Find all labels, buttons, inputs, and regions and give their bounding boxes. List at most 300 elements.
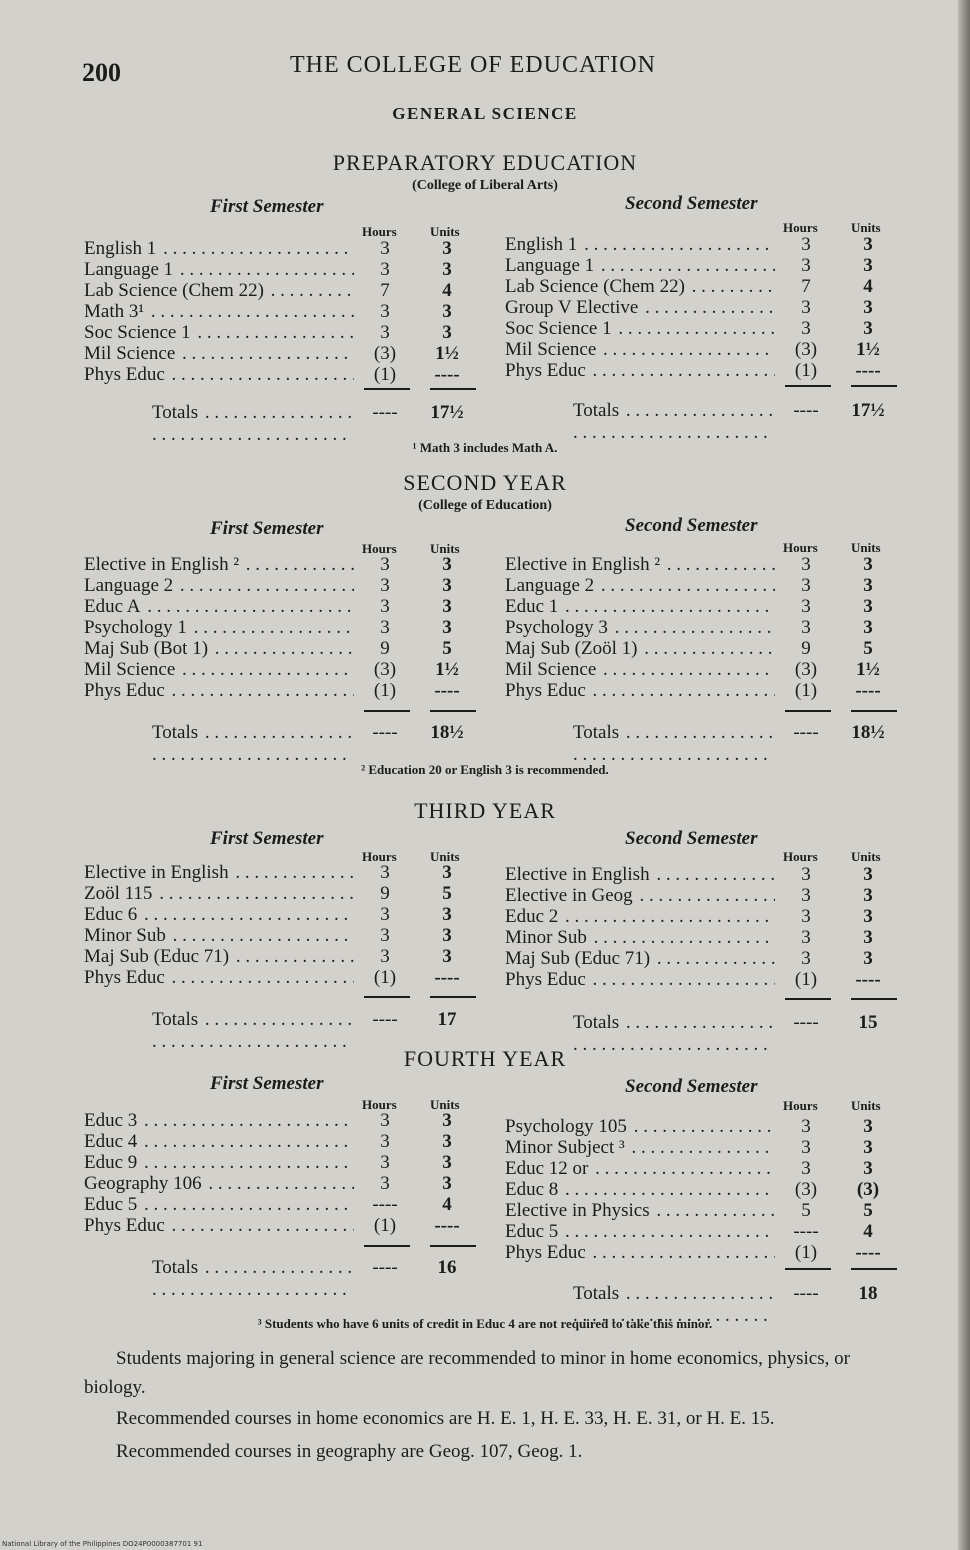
course-name-cell — [505, 659, 775, 680]
sum-rule — [430, 388, 476, 390]
second-semester-courses — [505, 554, 899, 701]
second-semester-courses — [505, 1116, 899, 1263]
course-row — [505, 234, 899, 255]
course-name-cell — [84, 1110, 354, 1131]
totals-hours: ---- — [793, 400, 819, 421]
course-name-cell — [505, 906, 775, 927]
sum-rule — [430, 1245, 476, 1247]
course-name: Educ 2 — [505, 906, 559, 927]
sum-rule — [785, 385, 831, 387]
course-row — [84, 967, 478, 988]
course-row — [84, 280, 478, 301]
course-hours: 3 — [801, 575, 811, 596]
course-row — [505, 680, 899, 701]
course-name-cell — [505, 969, 775, 990]
hours-header: Hours — [362, 849, 397, 864]
course-name-cell — [505, 927, 775, 948]
course-name: Phys Educ — [84, 967, 165, 988]
course-units: 3 — [863, 575, 873, 596]
course-hours: 3 — [801, 906, 811, 927]
course-name: Minor Subject ³ — [505, 1137, 625, 1158]
course-units: 1½ — [856, 339, 880, 360]
sum-rule — [785, 998, 831, 1000]
course-row — [505, 948, 899, 969]
course-hours: (1) — [794, 680, 818, 701]
course-name: Language 2 — [505, 575, 595, 596]
course-name: Lab Science (Chem 22) — [505, 276, 685, 297]
course-name: Elective in Geog — [505, 885, 633, 906]
course-hours: 3 — [380, 554, 390, 575]
hours-header: Hours — [362, 224, 397, 239]
totals-hours: ---- — [372, 402, 398, 423]
course-row — [84, 238, 478, 259]
course-units: 3 — [442, 1152, 452, 1173]
course-row — [505, 1200, 899, 1221]
totals-label: Totals — [152, 402, 199, 423]
course-units: 3 — [863, 255, 873, 276]
course-units: 3 — [863, 1116, 873, 1137]
year-subtitle: (College of Liberal Arts) — [412, 178, 558, 193]
course-row — [84, 1173, 478, 1194]
course-row — [84, 554, 478, 575]
course-name-cell — [505, 297, 775, 318]
course-row — [84, 322, 478, 343]
course-name: Math 3¹ — [84, 301, 145, 322]
course-row — [505, 1179, 899, 1200]
course-row — [84, 883, 478, 904]
course-row — [505, 554, 899, 575]
hours-header: Hours — [362, 1097, 397, 1112]
course-row — [84, 1131, 478, 1152]
course-row — [84, 301, 478, 322]
course-hours: 3 — [801, 234, 811, 255]
units-header: Units — [430, 1097, 460, 1112]
course-units: ---- — [855, 680, 881, 701]
course-units: 3 — [863, 1137, 873, 1158]
course-units: 3 — [863, 948, 873, 969]
course-name-cell — [505, 680, 775, 701]
totals-hours: ---- — [793, 1012, 819, 1033]
course-name: Elective in English — [505, 864, 650, 885]
course-hours: (3) — [373, 343, 397, 364]
course-hours: 3 — [380, 925, 390, 946]
course-hours: 9 — [380, 638, 390, 659]
course-name-cell — [84, 301, 354, 322]
course-hours: 3 — [801, 255, 811, 276]
units-header: Units — [851, 849, 881, 864]
course-name: Minor Sub — [505, 927, 587, 948]
course-name: Mil Science — [84, 343, 176, 364]
sum-rule — [364, 710, 410, 712]
course-name: Educ 4 — [84, 1131, 138, 1152]
totals-units: 17½ — [430, 402, 464, 423]
course-hours: 7 — [380, 280, 390, 301]
totals-units: 18½ — [851, 722, 885, 743]
second-semester-label: Second Semester — [625, 193, 758, 214]
course-units: 3 — [442, 946, 452, 967]
hours-header: Hours — [362, 541, 397, 556]
course-name-cell — [505, 575, 775, 596]
course-name-cell — [505, 596, 775, 617]
course-name: Educ 3 — [84, 1110, 138, 1131]
course-units: 3 — [442, 596, 452, 617]
course-row — [84, 862, 478, 883]
note-paragraph: Students majoring in general science are recommended to minor in home economics, physics, or biology. — [84, 1348, 850, 1398]
course-hours: 3 — [380, 596, 390, 617]
course-name: Maj Sub (Bot 1) — [84, 638, 209, 659]
course-row — [505, 1137, 899, 1158]
year-title: PREPARATORY EDUCATION — [332, 150, 638, 175]
course-units: 3 — [863, 596, 873, 617]
running-head: THE COLLEGE OF EDUCATION — [290, 52, 656, 78]
course-row — [84, 617, 478, 638]
course-units: 3 — [863, 906, 873, 927]
course-name-cell — [505, 554, 775, 575]
course-units: 3 — [863, 864, 873, 885]
totals-cell — [152, 1257, 354, 1301]
course-hours: 3 — [801, 297, 811, 318]
course-row — [84, 1215, 478, 1236]
course-hours: (3) — [373, 659, 397, 680]
course-units: 5 — [442, 638, 452, 659]
course-name: Educ 12 or — [505, 1158, 589, 1179]
course-row — [84, 925, 478, 946]
course-name: Psychology 1 — [84, 617, 187, 638]
course-hours: 3 — [380, 1131, 390, 1152]
totals-cell — [573, 400, 775, 444]
course-name-cell — [505, 864, 775, 885]
course-units: ---- — [434, 1215, 460, 1236]
course-name: Language 1 — [505, 255, 595, 276]
course-units: ---- — [434, 967, 460, 988]
course-units: 3 — [442, 238, 452, 259]
course-name-cell — [505, 885, 775, 906]
course-name-cell — [84, 1131, 354, 1152]
totals-hours: ---- — [372, 1257, 398, 1278]
course-row — [505, 1158, 899, 1179]
first-semester-label: First Semester — [210, 828, 324, 849]
course-hours: 3 — [380, 1152, 390, 1173]
course-row — [505, 596, 899, 617]
hours-header: Hours — [783, 1098, 818, 1113]
course-units: 4 — [863, 1221, 873, 1242]
footnote: ² Education 20 or English 3 is recommended. — [361, 762, 609, 777]
course-hours: 7 — [801, 276, 811, 297]
course-units: 3 — [442, 554, 452, 575]
first-semester-courses — [84, 862, 478, 988]
course-name: Educ 5 — [505, 1221, 559, 1242]
course-hours: (1) — [794, 1242, 818, 1263]
course-row — [84, 1110, 478, 1131]
course-name-cell — [505, 617, 775, 638]
course-hours: (1) — [373, 967, 397, 988]
totals-cell — [152, 722, 354, 766]
course-units: 4 — [442, 280, 452, 301]
course-name: Psychology 3 — [505, 617, 608, 638]
footnote: ³ Students who have 6 units of credit in Educ 4 are not required to take this minor. — [257, 1316, 713, 1331]
course-hours: (3) — [794, 659, 818, 680]
second-semester-label: Second Semester — [625, 515, 758, 536]
course-name: Language 2 — [84, 575, 174, 596]
course-hours: ---- — [372, 1194, 398, 1215]
course-hours: 3 — [801, 1158, 811, 1179]
course-units: 3 — [442, 301, 452, 322]
totals-hours: ---- — [793, 722, 819, 743]
totals-label: Totals — [573, 400, 620, 421]
course-name-cell — [84, 967, 354, 988]
course-hours: 3 — [801, 318, 811, 339]
course-name: Geography 106 — [84, 1173, 202, 1194]
course-units: 3 — [442, 925, 452, 946]
course-units: 3 — [442, 617, 452, 638]
sum-rule — [430, 710, 476, 712]
section-heading: GENERAL SCIENCE — [392, 104, 578, 123]
course-name: Zoöl 115 — [84, 883, 153, 904]
sum-rule — [851, 998, 897, 1000]
course-name-cell — [84, 904, 354, 925]
course-name-cell — [505, 1116, 775, 1137]
units-header: Units — [851, 220, 881, 235]
units-header: Units — [430, 541, 460, 556]
hours-header: Hours — [783, 220, 818, 235]
sum-rule — [364, 996, 410, 998]
course-name-cell — [505, 948, 775, 969]
totals-hours: ---- — [793, 1283, 819, 1304]
course-name-cell — [505, 318, 775, 339]
course-units: 1½ — [856, 659, 880, 680]
sum-rule — [851, 710, 897, 712]
course-row — [505, 906, 899, 927]
course-row — [84, 680, 478, 701]
course-hours: (1) — [373, 680, 397, 701]
course-name-cell — [505, 1242, 775, 1263]
course-units: 3 — [863, 885, 873, 906]
course-hours: 3 — [380, 301, 390, 322]
totals-units: 18 — [858, 1283, 878, 1304]
totals-units: 17½ — [851, 400, 885, 421]
course-units: 3 — [863, 927, 873, 948]
course-hours: (1) — [794, 969, 818, 990]
scan-tag: National Library of the Philippines DO24P0000387701 91 — [2, 1540, 203, 1548]
course-name: Phys Educ — [505, 360, 586, 381]
course-name: Educ 5 — [84, 1194, 138, 1215]
course-units: 3 — [863, 297, 873, 318]
course-name: Phys Educ — [505, 680, 586, 701]
course-name: Educ A — [84, 596, 141, 617]
course-units: 3 — [442, 1173, 452, 1194]
course-row — [505, 255, 899, 276]
course-name: Language 1 — [84, 259, 174, 280]
course-row — [505, 659, 899, 680]
course-name-cell — [505, 1221, 775, 1242]
course-name-cell — [84, 1194, 354, 1215]
units-header: Units — [851, 1098, 881, 1113]
course-name: Lab Science (Chem 22) — [84, 280, 264, 301]
second-semester-totals — [573, 400, 899, 444]
course-name-cell — [84, 925, 354, 946]
year-subtitle: (College of Education) — [418, 498, 552, 513]
course-hours: 3 — [801, 1137, 811, 1158]
course-name-cell — [84, 617, 354, 638]
course-hours: 3 — [380, 904, 390, 925]
course-units: 1½ — [435, 343, 459, 364]
course-name-cell — [84, 1152, 354, 1173]
course-name: Psychology 105 — [505, 1116, 627, 1137]
course-row — [84, 343, 478, 364]
totals-label: Totals — [573, 1012, 620, 1033]
course-name: Educ 6 — [84, 904, 138, 925]
course-row — [84, 596, 478, 617]
course-hours: 3 — [380, 575, 390, 596]
course-name: Mil Science — [84, 659, 176, 680]
course-name: Educ 9 — [84, 1152, 138, 1173]
course-row — [505, 1242, 899, 1263]
course-hours: ---- — [793, 1221, 819, 1242]
course-units: 3 — [442, 862, 452, 883]
course-hours: 3 — [801, 1116, 811, 1137]
first-semester-courses — [84, 1110, 478, 1236]
units-header: Units — [430, 224, 460, 239]
course-name-cell — [505, 360, 775, 381]
first-semester-courses — [84, 238, 478, 385]
course-units: 5 — [442, 883, 452, 904]
course-hours: 9 — [380, 883, 390, 904]
course-hours: 3 — [801, 596, 811, 617]
note-paragraph: Recommended courses in home economics are H. E. 1, H. E. 33, H. E. 31, or H. E. 15. — [116, 1408, 775, 1429]
page-number: 200 — [82, 58, 121, 87]
course-units: 5 — [863, 638, 873, 659]
course-units: 1½ — [435, 659, 459, 680]
course-name: Phys Educ — [84, 680, 165, 701]
course-hours: (1) — [794, 360, 818, 381]
course-name: Mil Science — [505, 659, 597, 680]
course-hours: 3 — [380, 862, 390, 883]
sum-rule — [785, 1268, 831, 1270]
course-name-cell — [84, 259, 354, 280]
hours-header: Hours — [783, 849, 818, 864]
course-name-cell — [505, 255, 775, 276]
first-semester-label: First Semester — [210, 1073, 324, 1094]
course-name: Elective in English ² — [84, 554, 240, 575]
course-name-cell — [84, 554, 354, 575]
course-units: ---- — [855, 1242, 881, 1263]
units-header: Units — [430, 849, 460, 864]
course-row — [505, 969, 899, 990]
course-row — [505, 339, 899, 360]
course-row — [505, 276, 899, 297]
course-units: 3 — [442, 1131, 452, 1152]
second-semester-label: Second Semester — [625, 1076, 758, 1097]
course-name-cell — [84, 280, 354, 301]
course-hours: 3 — [380, 238, 390, 259]
totals-label: Totals — [573, 1283, 620, 1304]
course-row — [84, 259, 478, 280]
first-semester-label: First Semester — [210, 196, 324, 217]
course-units: 3 — [863, 554, 873, 575]
course-units: 3 — [863, 318, 873, 339]
course-name: Phys Educ — [84, 1215, 165, 1236]
course-name: Phys Educ — [84, 364, 165, 385]
course-name-cell — [84, 659, 354, 680]
sum-rule — [851, 385, 897, 387]
course-name-cell — [505, 1158, 775, 1179]
hours-header: Hours — [783, 540, 818, 555]
course-units: ---- — [434, 680, 460, 701]
course-units: 3 — [442, 904, 452, 925]
course-name-cell — [505, 339, 775, 360]
course-name: Maj Sub (Zoöl 1) — [505, 638, 638, 659]
course-hours: (1) — [373, 1215, 397, 1236]
first-semester-totals — [152, 1257, 478, 1301]
course-hours: 3 — [380, 322, 390, 343]
totals-hours: ---- — [372, 1009, 398, 1030]
totals-hours: ---- — [372, 722, 398, 743]
first-semester-label: First Semester — [210, 518, 324, 539]
course-units: 3 — [442, 575, 452, 596]
course-units: ---- — [855, 360, 881, 381]
sum-rule — [364, 1245, 410, 1247]
course-row — [505, 360, 899, 381]
course-units: (3) — [856, 1179, 880, 1200]
course-name: English 1 — [84, 238, 157, 259]
course-name: Minor Sub — [84, 925, 166, 946]
course-name: Phys Educ — [505, 969, 586, 990]
course-name-cell — [84, 680, 354, 701]
course-name-cell — [84, 1215, 354, 1236]
course-units: 4 — [442, 1194, 452, 1215]
second-semester-totals — [573, 722, 899, 766]
course-row — [505, 885, 899, 906]
course-name-cell — [84, 322, 354, 343]
course-units: 3 — [863, 234, 873, 255]
course-name: Educ 8 — [505, 1179, 559, 1200]
first-semester-totals — [152, 722, 478, 766]
course-name-cell — [505, 1137, 775, 1158]
year-title: SECOND YEAR — [403, 470, 567, 495]
course-units: 3 — [863, 617, 873, 638]
course-row — [84, 659, 478, 680]
course-units: 4 — [863, 276, 873, 297]
course-units: 3 — [442, 259, 452, 280]
course-name-cell — [84, 596, 354, 617]
course-row — [505, 318, 899, 339]
course-name-cell — [84, 862, 354, 883]
course-name-cell — [84, 883, 354, 904]
note-paragraph: Recommended courses in geography are Geog. 107, Geog. 1. — [116, 1441, 583, 1462]
course-row — [84, 946, 478, 967]
second-semester-label: Second Semester — [625, 828, 758, 849]
course-name: Group V Elective — [505, 297, 639, 318]
second-semester-courses — [505, 864, 899, 990]
course-hours: 3 — [801, 948, 811, 969]
sum-rule — [851, 1268, 897, 1270]
first-semester-courses — [84, 554, 478, 701]
second-semester-courses — [505, 234, 899, 381]
course-hours: 3 — [801, 617, 811, 638]
course-hours: 3 — [801, 885, 811, 906]
course-name-cell — [84, 946, 354, 967]
course-name: Elective in English — [84, 862, 229, 883]
course-units: 3 — [442, 322, 452, 343]
sum-rule — [430, 996, 476, 998]
course-hours: 5 — [801, 1200, 811, 1221]
course-name-cell — [84, 364, 354, 385]
course-name: English 1 — [505, 234, 578, 255]
course-name-cell — [505, 1200, 775, 1221]
course-row — [84, 575, 478, 596]
course-name-cell — [505, 276, 775, 297]
year-title: FOURTH YEAR — [403, 1046, 567, 1071]
